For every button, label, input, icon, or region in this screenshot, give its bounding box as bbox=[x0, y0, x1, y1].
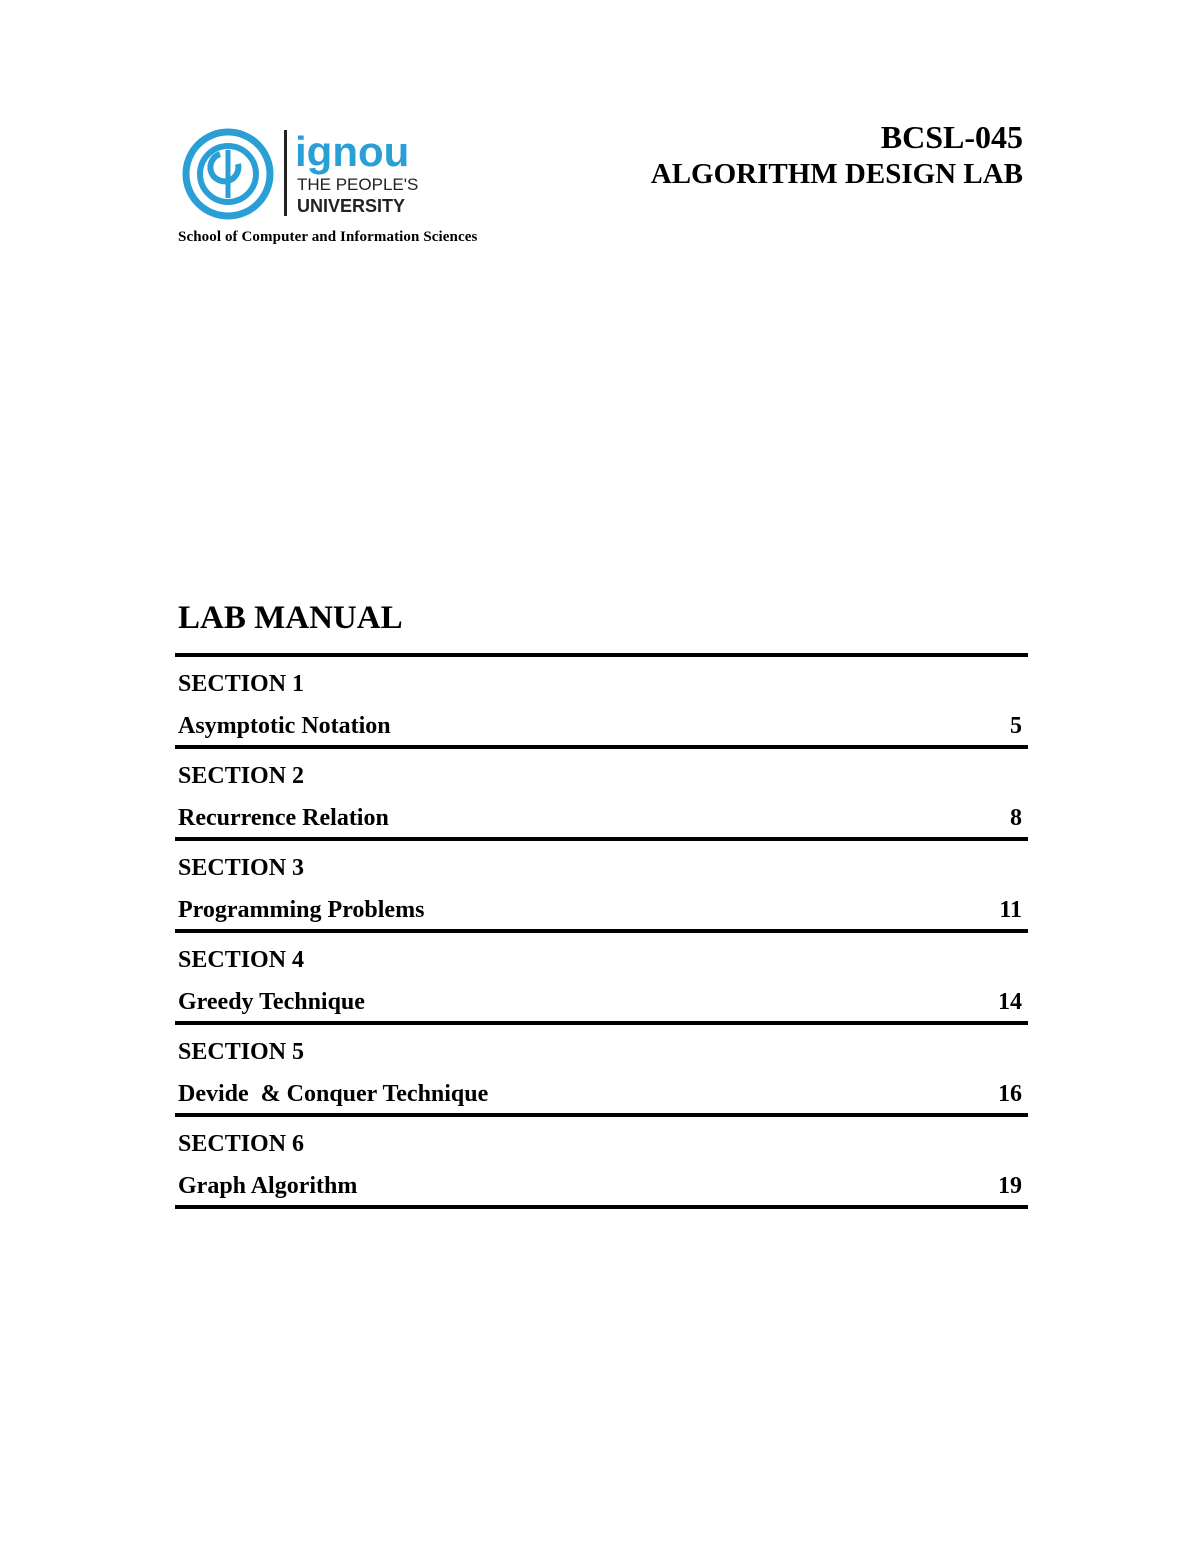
section-page: 5 bbox=[1010, 713, 1022, 739]
section-label: SECTION 4 bbox=[178, 947, 305, 973]
section-name: Programming Problems bbox=[178, 897, 425, 923]
section-label: SECTION 6 bbox=[178, 1131, 305, 1157]
section-name: Graph Algorithm bbox=[178, 1173, 358, 1199]
toc-section bbox=[175, 1117, 1028, 1209]
section-label: SECTION 1 bbox=[178, 671, 305, 697]
toc-section bbox=[175, 841, 1028, 933]
section-name: Recurrence Relation bbox=[178, 805, 389, 831]
section-page: 11 bbox=[999, 897, 1022, 923]
logo-tagline-2: UNIVERSITY bbox=[297, 196, 406, 216]
logo-wordmark: ignou bbox=[295, 128, 410, 175]
section-page: 16 bbox=[998, 1081, 1022, 1107]
course-title: ALGORITHM DESIGN LAB bbox=[650, 158, 1023, 190]
toc-section bbox=[175, 657, 1028, 749]
course-header bbox=[651, 118, 1023, 192]
toc-section bbox=[175, 1025, 1028, 1117]
section-name: Devide & Conquer Technique bbox=[178, 1081, 489, 1107]
section-page: 8 bbox=[1010, 805, 1022, 831]
table-of-contents bbox=[175, 657, 1028, 1209]
section-label: SECTION 5 bbox=[178, 1039, 305, 1065]
manual-title: LAB MANUAL bbox=[178, 600, 403, 636]
ignou-emblem-icon bbox=[180, 124, 420, 224]
toc-section bbox=[175, 749, 1028, 841]
course-code: BCSL-045 bbox=[880, 119, 1023, 155]
section-label: SECTION 3 bbox=[178, 855, 305, 881]
toc-section bbox=[175, 933, 1028, 1025]
section-page: 14 bbox=[998, 989, 1022, 1015]
section-page: 19 bbox=[998, 1173, 1022, 1199]
logo-tagline-1: THE PEOPLE'S bbox=[297, 175, 419, 194]
section-name: Greedy Technique bbox=[178, 989, 365, 1015]
section-label: SECTION 2 bbox=[178, 763, 305, 789]
section-name: Asymptotic Notation bbox=[178, 713, 391, 739]
ignou-logo bbox=[180, 124, 420, 224]
school-name: School of Computer and Information Sciences bbox=[178, 229, 478, 245]
